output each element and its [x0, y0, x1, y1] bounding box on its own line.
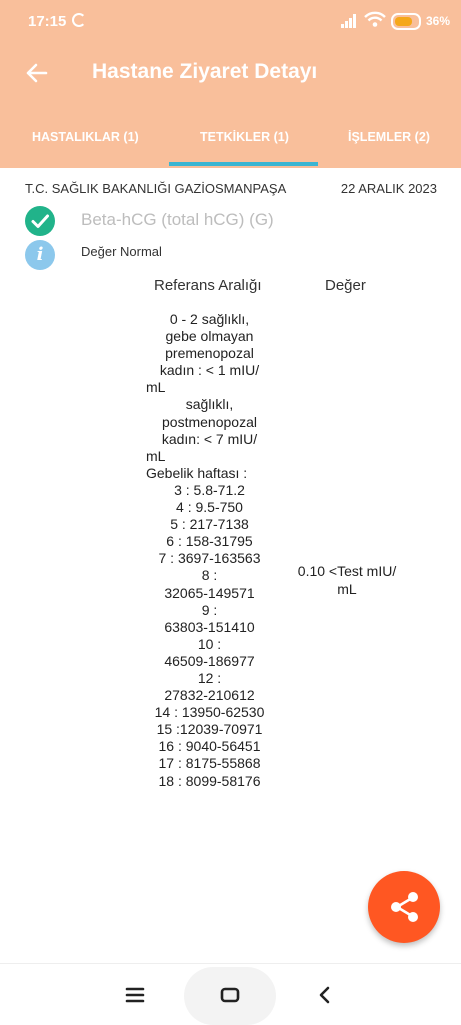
- status-bar: [0, 0, 461, 40]
- reference-line: 12 :: [197, 669, 222, 686]
- info-icon: i: [25, 240, 55, 270]
- reference-line: 14 : 13950-62530: [154, 704, 265, 721]
- tab-indicator: [169, 162, 318, 166]
- page-title: Hastane Ziyaret Detayı: [92, 60, 318, 83]
- institution-name: T.C. SAĞLIK BAKANLIĞI GAZİOSMANPAŞA: [25, 181, 287, 196]
- reference-line: 17 : 8175-55868: [158, 755, 261, 772]
- tab-bar: [0, 120, 461, 168]
- reference-line: 27832-210612: [164, 687, 255, 704]
- reference-line: mL: [146, 379, 166, 396]
- wifi-icon: [364, 11, 386, 27]
- status-time: 17:15: [28, 13, 67, 30]
- reference-range: [146, 311, 273, 790]
- reference-line: 32065-149571: [164, 584, 255, 601]
- reference-line: 46509-186977: [164, 652, 255, 669]
- tab-islemler[interactable]: İŞLEMLER (2): [348, 130, 430, 144]
- menu-icon[interactable]: [115, 975, 155, 1015]
- reference-line: postmenopozal: [162, 413, 257, 430]
- tab-hastaliklar[interactable]: HASTALIKLAR (1): [32, 130, 139, 144]
- test-name: Beta-hCG (total hCG) (G): [81, 210, 274, 229]
- arrow-left-icon[interactable]: [22, 58, 52, 88]
- battery-icon: [391, 13, 421, 30]
- share-button[interactable]: [368, 871, 440, 943]
- test-value: 0.10 <Test mIU/ mL: [297, 563, 397, 597]
- battery-percent: 36%: [426, 14, 451, 28]
- reference-line: kadın : < 1 mIU/: [159, 362, 260, 379]
- reference-line: 8 :: [201, 567, 218, 584]
- reference-line: sağlıklı,: [185, 396, 234, 413]
- home-icon[interactable]: [210, 975, 250, 1015]
- share-icon: [368, 871, 440, 943]
- value-header: Değer: [325, 277, 366, 294]
- reference-line: mL: [146, 447, 166, 464]
- back-nav-icon[interactable]: [305, 975, 345, 1015]
- tab-tetkikler[interactable]: TETKİKLER (1): [200, 130, 289, 144]
- reference-line: 10 :: [197, 635, 222, 652]
- reference-line: 4 : 9.5-750: [176, 499, 243, 516]
- reference-line: 0 - 2 sağlıklı,: [169, 311, 250, 327]
- signal-icon: [341, 14, 357, 28]
- reference-line: 18 : 8099-58176: [158, 772, 261, 789]
- reference-line: premenopozal: [165, 345, 254, 362]
- visit-info: [25, 181, 439, 199]
- reference-line: 3 : 5.8-71.2: [174, 481, 245, 498]
- reference-line: 63803-151410: [164, 618, 255, 635]
- reference-line: gebe olmayan: [165, 328, 254, 345]
- reference-line: 7 : 3697-163563: [158, 550, 261, 567]
- test-status: Değer Normal: [81, 244, 162, 259]
- reference-line: 5 : 217-7138: [170, 516, 249, 533]
- check-icon: [25, 206, 55, 236]
- sync-icon: [72, 13, 86, 27]
- reference-line: 6 : 158-31795: [166, 533, 253, 550]
- visit-date: 22 ARALIK 2023: [340, 181, 437, 196]
- reference-header: Referans Aralığı: [154, 277, 262, 294]
- reference-line: 9 :: [201, 601, 218, 618]
- reference-line: 16 : 9040-56451: [158, 738, 261, 755]
- reference-line: kadın: < 7 mIU/: [161, 430, 258, 447]
- system-nav-bar: [0, 963, 461, 1025]
- reference-line: 15 :12039-70971: [156, 721, 263, 738]
- reference-line: Gebelik haftası :: [146, 464, 248, 481]
- app-header: [0, 0, 461, 168]
